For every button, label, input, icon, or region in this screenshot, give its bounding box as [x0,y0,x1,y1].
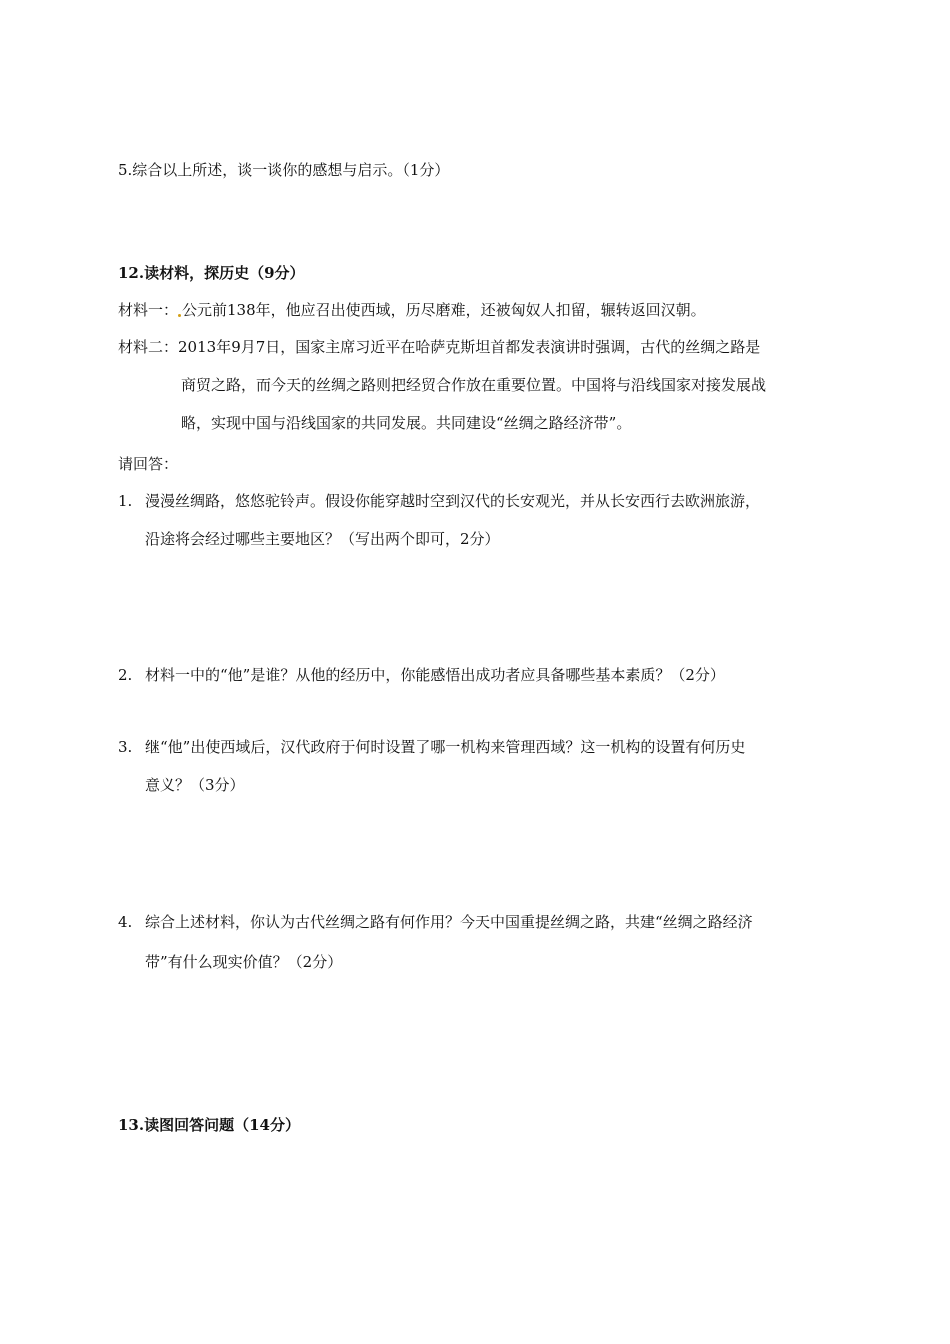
question-2-line-1: 材料一中的“他”是谁？从他的经历中，你能感悟出成功者应具备哪些基本素质？（2分） [145,666,725,684]
question-11-item-5: 5.综合以上所述，谈一谈你的感想与启示。（1分） [118,161,450,179]
material-1-label: 材料一： [118,301,179,319]
question-1-line-1: 漫漫丝绸路，悠悠驼铃声。假设你能穿越时空到汉代的长安观光，并从长安西行去欧洲旅游， [145,492,761,510]
question-4-line-2: 带”有什么现实价值？（2分） [145,953,343,971]
mark-dot [178,314,181,317]
material-1-text: 公元前138年，他应召出使西域，历尽磨难，还被匈奴人扣留，辗转返回汉朝。 [182,301,706,319]
material-2-line-3: 略，实现中国与沿线国家的共同发展。共同建设“丝绸之路经济带”。 [181,414,632,432]
answer-prompt: 请回答： [118,455,179,473]
question-3-line-1: 继“他”出使西域后，汉代政府于何时设置了哪一机构来管理西域？这一机构的设置有何历史 [145,738,746,756]
material-1 [118,300,706,320]
question-2-number: 2. [118,666,133,684]
question-3-number: 3. [118,738,133,756]
question-4-number: 4. [118,913,133,931]
question-13-title: 13.读图回答问题（14分） [118,1116,300,1134]
material-2-line-1: 2013年9月7日，国家主席习近平在哈萨克斯坦首都发表演讲时强调，古代的丝绸之路是 [178,338,761,356]
material-2 [118,337,760,357]
question-4-line-1: 综合上述材料，你认为古代丝绸之路有何作用？今天中国重提丝绸之路，共建“丝绸之路经济 [145,913,753,931]
question-12-title: 12.读材料，探历史（9分） [118,264,305,282]
material-2-line-2: 商贸之路，而今天的丝绸之路则把经贸合作放在重要位置。中国将与沿线国家对接发展战 [181,376,767,394]
question-1-number: 1. [118,492,133,510]
material-2-label: 材料二： [118,338,179,356]
question-1-line-2: 沿途将会经过哪些主要地区？（写出两个即可，2分） [145,530,500,548]
question-3-line-2: 意义？（3分） [145,776,245,794]
